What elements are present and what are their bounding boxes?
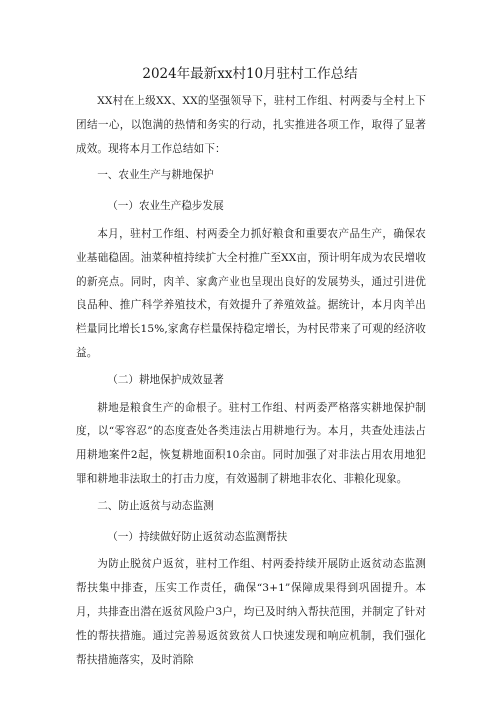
subsection-heading-monitoring-text: （一）持续做好防止返贫动态监测帮扶: [107, 530, 288, 543]
document-body: [76, 90, 426, 672]
subsection-heading-farmland: [76, 366, 426, 397]
subsection-heading-production-text: （一）农业生产稳步发展: [107, 200, 224, 213]
subsection-heading-monitoring: [76, 523, 426, 554]
subsection-heading-production: [76, 192, 426, 223]
subsection-heading-farmland-text: （二）耕地保护成效显著: [107, 373, 224, 386]
document-title: 2024年最新xx村10月驻村工作总结: [142, 66, 358, 82]
paragraph-farmland: 耕地是粮食生产的命根子。驻村工作组、村两委严格落实耕地保护制度，以“零容忍”的态度查处各类违法占用耕地行为。本月，共查处违法占用耕地案件2起，恢复耕地面积10余亩。同时加强了对非法占用农用地犯罪和耕地非法取土的打击力度，有效遏制了耕地非农化、非粮化现象。: [76, 401, 426, 485]
section-heading-agriculture: 一、农业生产与耕地保护: [97, 169, 214, 182]
paragraph-monitoring: 为防止脱贫户返贫，驻村工作组、村两委持续开展防止返贫动态监测帮扶集中排查，压实工作责任，确保“3+1”保障成果得到巩固提升。本月，共排查出潜在返贫风险户3户，均已及时纳入帮扶范围，并制定了针对性的帮扶措施。通过完善易返贫致贫人口快速发现和响应机制，我们强化帮扶措施落实，及时消除: [76, 558, 426, 666]
paragraph-production: 本月，驻村工作组、村两委全力抓好粮食和重要农产品生产，确保农业基础稳固。油菜种植持续扩大全村推广至XX亩，预计明年成为农民增收的新亮点。同时，肉羊、家禽产业也呈现出良好的发展势头，通过引进优良品种、推广科学养殖技术，有效提升了养殖效益。据统计，本月肉羊出栏量同比增长15%,家禽存栏量保持稳定增长，为村民带来了可观的经济收益。: [76, 227, 426, 359]
intro-paragraph: XX村在上级XX、XX的坚强领导下，驻村工作组、村两委与全村上下团结一心，以饱满的热情和务实的行动，扎实推进各项工作，取得了显著成效。现将本月工作总结如下：: [76, 95, 426, 155]
section-heading-poverty: 二、防止返贫与动态监测: [97, 499, 214, 512]
